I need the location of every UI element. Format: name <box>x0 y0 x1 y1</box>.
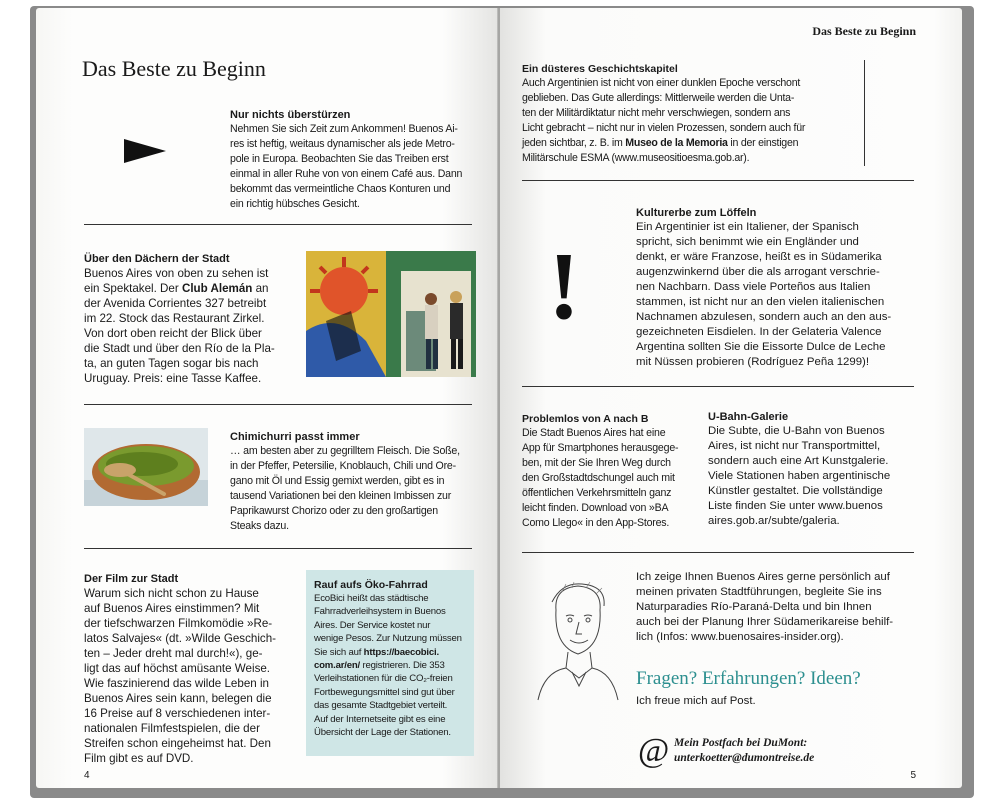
line: Film gibt es auf DVD. <box>84 752 194 765</box>
page-number: 4 <box>84 770 90 781</box>
divider <box>522 386 914 387</box>
play-arrow-icon <box>124 139 166 163</box>
line: Naturparadies Río-Paraná-Delta und bin Ihnen <box>636 601 872 613</box>
line: Buenos Aires von oben zu sehen ist <box>84 267 269 280</box>
line: Von dort oben reicht der Blick über <box>84 327 262 340</box>
section-daecher <box>84 252 304 386</box>
line: Argentina sollten Sie die Eissorte Dulce de Leche <box>636 341 886 353</box>
cta-sub: Ich freue mich auf Post. <box>636 695 756 707</box>
line: Streifen schon eingeheimst hat. Den <box>84 737 271 750</box>
divider <box>522 180 914 181</box>
ecobici-url-end: com.ar/en/ <box>314 660 360 672</box>
line: einmal in aller Ruhe von von einem Café aus. Dann <box>230 168 463 180</box>
line: … am besten aber zu gegrilltem Fleisch. Die Soße, <box>230 445 460 457</box>
section-heading: Nur nichts überstürzen <box>230 109 351 121</box>
line: Buenos Aires sein kann, belegen die <box>84 692 272 705</box>
line: nen Nachbarn. Dass viele Porteños aus Italien <box>636 281 871 293</box>
line: Warum sich nicht schon zu Hause <box>84 587 259 600</box>
section-heading: U-Bahn-Galerie <box>708 411 789 423</box>
line: spricht, sich benimmt wie ein Engländer und <box>636 236 859 248</box>
line: EcoBici heißt das städtische <box>314 593 429 604</box>
mailbox-label: Mein Postfach bei DuMont: <box>674 737 808 749</box>
line: wenige Pesos. Zur Nutzung müssen <box>314 633 462 645</box>
line: bekommt das vermeintliche Chaos Konturen und <box>230 183 451 195</box>
line: geblieben. Das Gute allerdings: Mittlerweile werden die Unta- <box>522 92 795 104</box>
section-heading: Der Film zur Stadt <box>84 573 179 585</box>
line: Fahrradverleihsystem in Buenos <box>314 606 446 618</box>
section-nichts <box>230 108 480 212</box>
divider <box>84 404 472 405</box>
mailbox-address[interactable]: unterkoetter@dumontreise.de <box>674 752 815 764</box>
line: Ich zeige Ihnen Buenos Aires gerne persönlich auf <box>636 571 890 583</box>
line: Die Stadt Buenos Aires hat eine <box>522 427 666 439</box>
section-geschichte <box>522 62 842 166</box>
line: auf Buenos Aires einstimmen? Mit <box>84 602 260 615</box>
line: Nehmen Sie sich Zeit zum Ankommen! Buenos Ai- <box>230 123 458 135</box>
line: Militärschule ESMA (www.museositioesma.gob.ar). <box>522 152 750 164</box>
right-page <box>500 8 962 788</box>
subway-photo <box>306 251 476 377</box>
line: Künstler gestaltet. Die vollständige <box>708 485 883 497</box>
at-sign-icon: @ <box>638 732 670 769</box>
ecobici-box <box>306 570 474 756</box>
line: öffentlichen Verkehrsmitteln ganz <box>522 487 672 499</box>
line: Wie faszinierend das wilde Leben in <box>84 677 269 690</box>
line: Viele Stationen haben argentinische <box>708 470 891 482</box>
line: Auch Argentinien ist nicht von einer dunklen Epoche verschont <box>522 77 801 89</box>
divider <box>522 552 914 553</box>
line: ta, an guten Tagen sogar bis nach <box>84 357 259 370</box>
line: ein Spektakel. Der Club Alemán an <box>84 282 269 295</box>
line: com.ar/en/ registrieren. Die 353 <box>314 660 445 672</box>
section-heading: Chimichurri passt immer <box>230 431 360 443</box>
divider <box>84 548 472 549</box>
cta-heading: Fragen? Erfahrungen? Ideen? <box>636 668 861 689</box>
line: in der Pfeffer, Petersilie, Knoblauch, Chili und Ore- <box>230 460 456 472</box>
line: 16 Preise auf 8 verschiedenen inter- <box>84 707 271 720</box>
line: latos Salvajes« (dt. »Wilde Geschich- <box>84 632 277 645</box>
left-page <box>36 8 498 788</box>
line: ben, mit der Sie Ihren Weg durch <box>522 457 671 469</box>
line: das gesamte Stadtgebiet verteilt. <box>314 700 448 712</box>
page-number: 5 <box>910 770 916 781</box>
line: ten der Militärdiktatur nicht mehr verschwiegen, sondern ans <box>522 107 791 119</box>
section-heading: Kulturerbe zum Löffeln <box>636 207 757 219</box>
line: gezeichneten Eisdielen. In der Gelateria Valence <box>636 326 882 338</box>
author-portrait <box>532 580 624 704</box>
section-heading: Problemlos von A nach B <box>522 413 649 425</box>
line: ten – Jeder dreht mal durch!«), ge- <box>84 647 263 660</box>
running-head: Das Beste zu Beginn <box>812 24 916 38</box>
line: Die Subte, die U-Bahn von Buenos <box>708 425 885 437</box>
line: Steaks dazu. <box>230 520 289 532</box>
club-aleman-name: Club Alemán <box>181 282 253 295</box>
line: Liste finden Sie unter www.buenos <box>708 500 883 512</box>
line: Sie sich auf https://baecobici. <box>314 646 439 658</box>
line: Aires, ist nicht nur Transportmittel, <box>708 440 881 452</box>
line: der Avenida Corrientes 327 betreibt <box>84 297 267 310</box>
line: Licht gebracht – nicht nur in vielen Prozessen, sondern auch für <box>522 122 806 134</box>
line: jeden sichtbar, z. B. im Museo de la Memoria in der einstigen <box>522 137 799 149</box>
line: App für Smartphones herausgege- <box>522 442 679 454</box>
section-heading: Ein düsteres Geschichtskapitel <box>522 63 678 75</box>
ecobici-url: https://baecobici. <box>363 646 439 658</box>
line: res ist heftig, weitaus dynamischer als jede Metro- <box>230 138 455 150</box>
line: die Stadt und über den Río de la Pla- <box>84 342 275 355</box>
line: Como Llego« in den App-Stores. <box>522 517 670 529</box>
section-film <box>84 572 296 766</box>
line: den Großstadtdschungel auch mit <box>522 472 675 484</box>
section-heading: Über den Dächern der Stadt <box>84 253 230 265</box>
divider <box>84 224 472 225</box>
line: sondern auch eine Art Kunstgalerie. <box>708 455 889 467</box>
line: aires.gob.ar/subte/galeria. <box>708 515 840 527</box>
page-title: Das Beste zu Beginn <box>82 56 266 81</box>
line: Auf der Internetseite gibt es eine <box>314 713 446 725</box>
line: mit Nüssen probieren (Rodríguez Peña 1299)! <box>636 356 870 368</box>
line: Fortbewegungsmittel sind gut über <box>314 686 455 698</box>
line: Verleihstationen für die CO₂-freien <box>314 673 453 685</box>
line: ligt das auf höchst amüsante Weise. <box>84 662 271 675</box>
line: stammen, ist nicht nur an den vielen italienischen <box>636 296 885 308</box>
section-chimichurri <box>230 430 480 534</box>
mailbox <box>674 736 814 766</box>
line: Uruguay. Preis: eine Tasse Kaffee. <box>84 372 262 385</box>
line: leicht finden. Download von »BA <box>522 502 669 514</box>
vertical-rule <box>864 60 865 166</box>
line: augenzwinkernd über die als arrogant verschrie- <box>636 266 880 278</box>
line: gano mit Öl und Essig gemixt werden, gibt es in <box>230 475 445 487</box>
line: tausend Variationen bei den kleinen Imbissen zur <box>230 490 452 502</box>
section-heading: Rauf aufs Öko-Fahrrad <box>314 579 428 591</box>
line: meinen privaten Stadtführungen, begleite Sie ins <box>636 586 882 598</box>
chimichurri-photo <box>84 428 208 506</box>
line: denkt, er wäre Franzose, heißt es in Südamerika <box>636 251 882 263</box>
author-blurb <box>636 570 920 645</box>
line: lich (Infos: www.buenosaires-insider.org). <box>636 631 844 643</box>
section-kulturerbe <box>636 206 916 370</box>
line: Ein Argentinier ist ein Italiener, der Spanisch <box>636 221 859 233</box>
line: pole in Europa. Beobachten Sie das Treiben erst <box>230 153 449 165</box>
line: Übersicht der Lage der Stationen. <box>314 727 451 739</box>
line: auch bei der Planung Ihrer Südamerikareise behilf- <box>636 616 894 628</box>
line: Nachnamen abzulesen, sondern auch an den aus- <box>636 311 892 323</box>
line: Paprikawurst Chorizo oder zu den großartigen <box>230 505 438 517</box>
line: nationalen Filmfestspielen, die der <box>84 722 260 735</box>
section-ubahn <box>708 410 918 529</box>
line: im 22. Stock das Restaurant Zirkel. <box>84 312 265 325</box>
line: ein richtig hübsches Gesicht. <box>230 198 360 210</box>
museum-name: Museo de la Memoria <box>625 137 728 149</box>
line: der tiefschwarzen Filmkomödie »Re- <box>84 617 273 630</box>
exclamation-mark-icon: ! <box>548 232 580 339</box>
section-problemlos <box>522 412 700 531</box>
line: Aires. Der Service kostet nur <box>314 619 431 631</box>
